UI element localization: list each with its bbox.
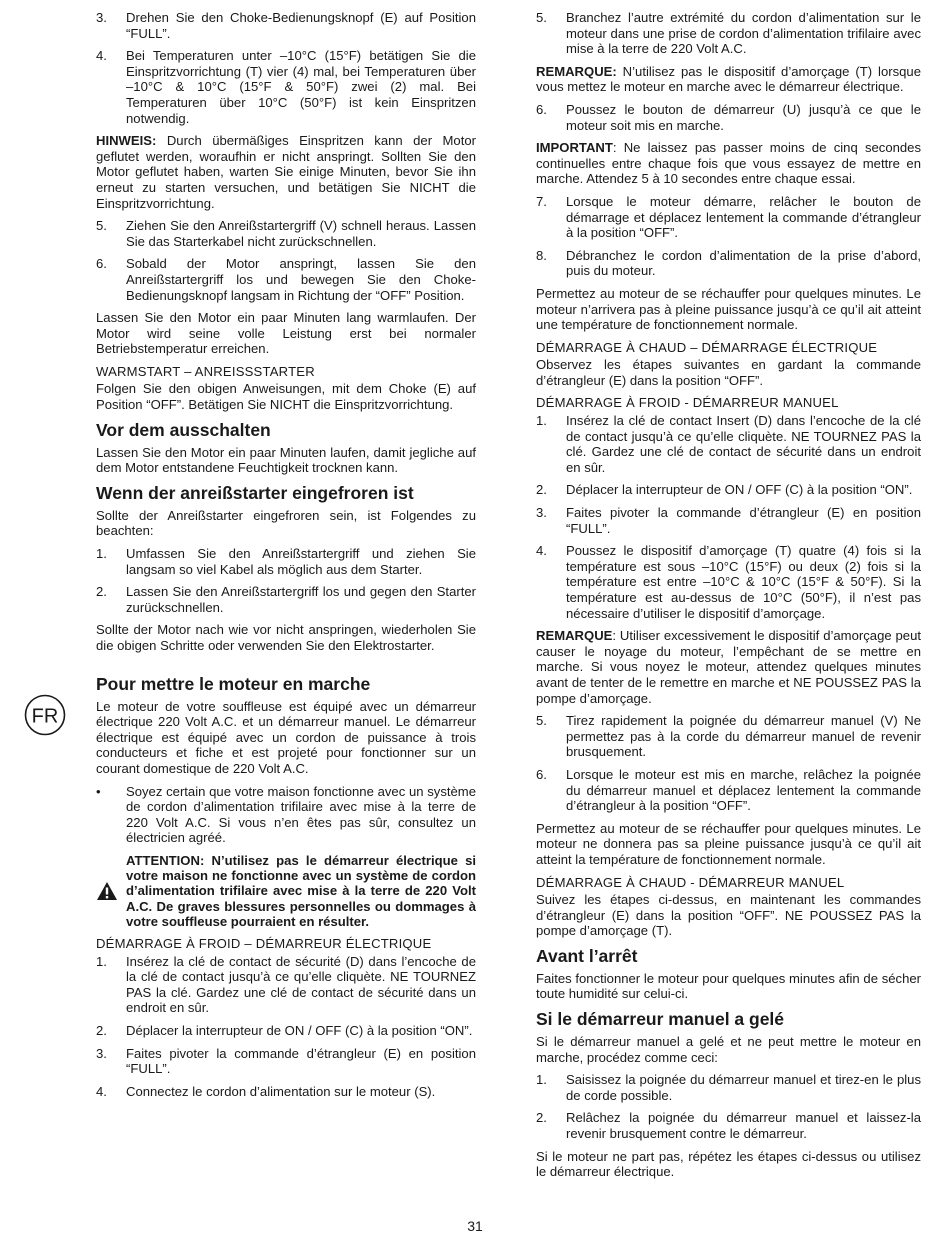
paragraph: Faites fonctionner le moteur pour quelques minutes afin de sécher toute humidité sur celui-ci.	[536, 970, 921, 1002]
list-item: 2. Lassen Sie den Anreißstartergriff los und gegen den Starter zurückschnellen.	[96, 584, 476, 615]
paragraph: Sollte der Anreißstarter eingefroren sein, ist Folgendes zu beachten:	[96, 507, 476, 539]
section-heading: Avant l’arrêt	[536, 945, 638, 966]
paragraph: Lassen Sie den Motor ein paar Minuten lang warmlaufen. Der Motor wird seine volle Leistung erst bei normaler Betriebstemperatur erreichen.	[96, 310, 476, 357]
list-item: 4. Bei Temperaturen unter –10°C (15°F) betätigen Sie die Einspritzvorrichtung (T) vier (4) mal, bei Temperaturen über –10°C & 10°C (15°F & 50°F) zwei (2) mal. Bei Temperaturen über 10°C (50°F) ist kein Einspritzen notwendig.	[96, 48, 476, 126]
paragraph: Suivez les étapes ci-dessus, en maintenant les commandes d’étrangleur (E) dans la position “OFF”. NE POUSSEZ PAS la pompe d’amorçage (T).	[536, 892, 921, 939]
paragraph: Folgen Sie den obigen Anweisungen, mit dem Choke (E) auf Position “OFF”. Betätigen Sie NICHT die Einspritzvorrichtung.	[96, 381, 476, 413]
left-column	[96, 10, 476, 1106]
page-number: 31	[467, 1218, 483, 1234]
paragraph: Lassen Sie den Motor ein paar Minuten laufen, damit jegliche auf dem Motor entstandene Feuchtigkeit trocknen kann.	[96, 444, 476, 476]
list-item: 4. Connectez le cordon d’alimentation sur le moteur (S).	[96, 1083, 436, 1099]
list-item: 3. Faites pivoter la commande d’étrangleur (E) en position “FULL”.	[96, 1045, 476, 1077]
list-item: 6. Poussez le bouton de démarreur (U) jusqu’à ce que le moteur soit mis en marche.	[536, 101, 921, 133]
section-heading: Wenn der anreißstarter eingefroren ist	[96, 482, 414, 503]
list-item: 5. Ziehen Sie den Anreißstartergriff (V) schnell heraus. Lassen Sie das Starterkabel nicht zurückschnellen.	[96, 218, 476, 249]
paragraph: Observez les étapes suivantes en gardant la commande d’étrangleur (E) dans la position “OFF”.	[536, 357, 921, 388]
list-item: 1. Insérez la clé de contact de sécurité (D) dans l’encoche de la clé de contact jusqu’à ce qu’elle cliquète. NE TOURNEZ PAS la clé. Gardez une clé de contact de sécurité dans un endroit en sûr.	[96, 953, 476, 1016]
section-subheading: WARMSTART – ANREISSSTARTER	[96, 363, 315, 379]
list-item: 3. Faites pivoter la commande d’étrangleur (E) en position “FULL”.	[536, 505, 921, 536]
list-item: 4. Poussez le dispositif d’amorçage (T) quatre (4) fois si la température est sous –10°C (15°F) ou deux (2) fois si la température est entre –10°C & 10°C (15°F & 50°F). Si la température est au-dessus de 10°C (50°F), il n’est pas nécessaire d’utiliser le dispositif d’amorçage.	[536, 543, 921, 621]
paragraph: Si le moteur ne part pas, répétez les étapes ci-dessus ou utilisez le démarreur électrique.	[536, 1148, 921, 1180]
list-item: 1. Saisissez la poignée du démarreur manuel et tirez-en le plus de corde possible.	[536, 1072, 921, 1103]
attention-warning: ATTENTION: N’utilisez pas le démarreur électrique si votre maison ne fonctionne avec un système de cordon d’alimentation trifilaire avec mise à la terre de 220 Volt A.C. De graves blessures personnelles ou dommages à votre souffleuse pourraient en résulter.	[96, 853, 476, 929]
paragraph: Permettez au moteur de se réchauffer pour quelques minutes. Le moteur n’arrivera pas à pleine puissance jusqu’à ce qu’il ait atteint une température de fonctionnement normale.	[536, 285, 921, 333]
list-item: 3. Drehen Sie den Choke-Bedienungsknopf (E) auf Position “FULL”.	[96, 10, 476, 41]
list-item: 8. Débranchez le cordon d’alimentation de la prise d’abord, puis du moteur.	[536, 247, 921, 279]
list-item: 7. Lorsque le moteur démarre, relâcher le bouton de démarrage et déplacez lentement la commande d’étrangleur à la position “OFF”.	[536, 193, 921, 241]
fr-badge-label: FR	[31, 705, 59, 728]
list-item: 6. Lorsque le moteur est mis en marche, relâchez la poignée du démarreur manuel et déplacez lentement la commande d’étrangleur à la position “OFF”.	[536, 766, 921, 814]
list-item: 6. Sobald der Motor anspringt, lassen Sie den Anreißstartergriff los und bewegen Sie den Choke-Bedienungsknopf langsam in Richtung der “OFF” Position.	[96, 256, 476, 303]
remarque-note: REMARQUE: Utiliser excessivement le dispositif d’amorçage peut causer le noyage du moteur, l’empêchant de se mettre en marche. Si vous noyez le moteur, attendez quelques minutes avant de tenter de le remettre en marche et NE POUSSEZ PAS la pompe d’amorçage.	[536, 628, 921, 706]
important-note: IMPORTANT: Ne laissez pas passer moins de cinq secondes continuelles entre chaque fois que vous essayez de mettre en marche. Attendez 5 à 10 secondes entre chaque essai.	[536, 140, 921, 187]
hinweis-note: HINWEIS: Durch übermäßiges Einspritzen kann der Motor geflutet werden, woraufhin er nicht anspringt. Sollten Sie den Motor geflutet haben, warten Sie einige Minuten, bevor Sie ihn erneut zu starten versuchen, und betätigen Sie NICHT die Einspritzvorrichtung.	[96, 133, 476, 211]
section-heading: Pour mettre le moteur en marche	[96, 673, 371, 694]
bullet-item: • Soyez certain que votre maison fonctionne avec un système de cordon d’alimentation trifilaire avec mise à la terre de 220 Volt A.C. Si vous n’en êtes pas sûr, consultez un électricien agréé.	[96, 783, 476, 846]
list-item: 2. Déplacer la interrupteur de ON / OFF (C) à la position “ON”.	[536, 482, 913, 498]
paragraph: Permettez au moteur de se réchauffer pour quelques minutes. Le moteur ne donnera pas sa pleine puissance jusqu’à ce qu’il ait atteint la température de fonctionnement normale.	[536, 820, 921, 867]
paragraph: Si le démarreur manuel a gelé et ne peut mettre le moteur en marche, procédez comme ceci:	[536, 1034, 921, 1065]
list-item: 5. Tirez rapidement la poignée du démarreur manuel (V) Ne permettez pas à la corde du démarreur manuel de revenir brusquement.	[536, 713, 921, 760]
list-item: 5. Branchez l’autre extrémité du cordon d’alimentation sur le moteur dans une prise de cordon d’alimentation trifilaire avec mise à la terre de 220 Volt A.C.	[536, 10, 921, 57]
right-column	[536, 10, 921, 1187]
list-item: 2. Déplacer la interrupteur de ON / OFF (C) à la position “ON”.	[96, 1022, 473, 1038]
list-item: 1. Umfassen Sie den Anreißstartergriff und ziehen Sie langsam so viel Kabel als möglich aus dem Starter.	[96, 546, 476, 577]
section-subheading: DÉMARRAGE À CHAUD – DÉMARRAGE ÉLECTRIQUE	[536, 339, 878, 355]
section-heading: Si le démarreur manuel a gelé	[536, 1009, 785, 1030]
list-item: 1. Insérez la clé de contact Insert (D) dans l’encoche de la clé de contact jusqu’à ce qu’elle cliquète. NE TOURNEZ PAS la clé. Gardez une clé de contact de sécurité dans un endroit en sûr.	[536, 413, 921, 475]
paragraph: Le moteur de votre souffleuse est équipé avec un démarreur électrique 220 Volt A.C. et un démarreur manuel. Le démarreur électrique est équipé avec un cordon de puissance à trois conducteurs et fiche et est projeté pour fonctionner sur un courant domestique de 220 Volt A.C.	[96, 698, 476, 776]
language-badge-fr	[24, 694, 66, 736]
list-item: 2. Relâchez la poignée du démarreur manuel et laissez-la revenir brusquement contre le démarreur.	[536, 1110, 921, 1142]
section-subheading: DÉMARRAGE À CHAUD - DÉMARREUR MANUEL	[536, 874, 845, 890]
remarque-note: REMARQUE: N’utilisez pas le dispositif d’amorçage (T) lorsque vous mettez le moteur en marche avec le démarreur électrique.	[536, 63, 921, 95]
section-heading: Vor dem ausschalten	[96, 419, 271, 440]
warning-triangle-icon	[96, 853, 126, 929]
section-subheading: DÉMARRAGE À FROID – DÉMARREUR ÉLECTRIQUE	[96, 935, 432, 951]
section-subheading: DÉMARRAGE À FROID - DÉMARREUR MANUEL	[536, 395, 839, 411]
paragraph: Sollte der Motor nach wie vor nicht anspringen, wiederholen Sie die obigen Schritte oder verwenden Sie den Elektrostarter.	[96, 622, 476, 653]
